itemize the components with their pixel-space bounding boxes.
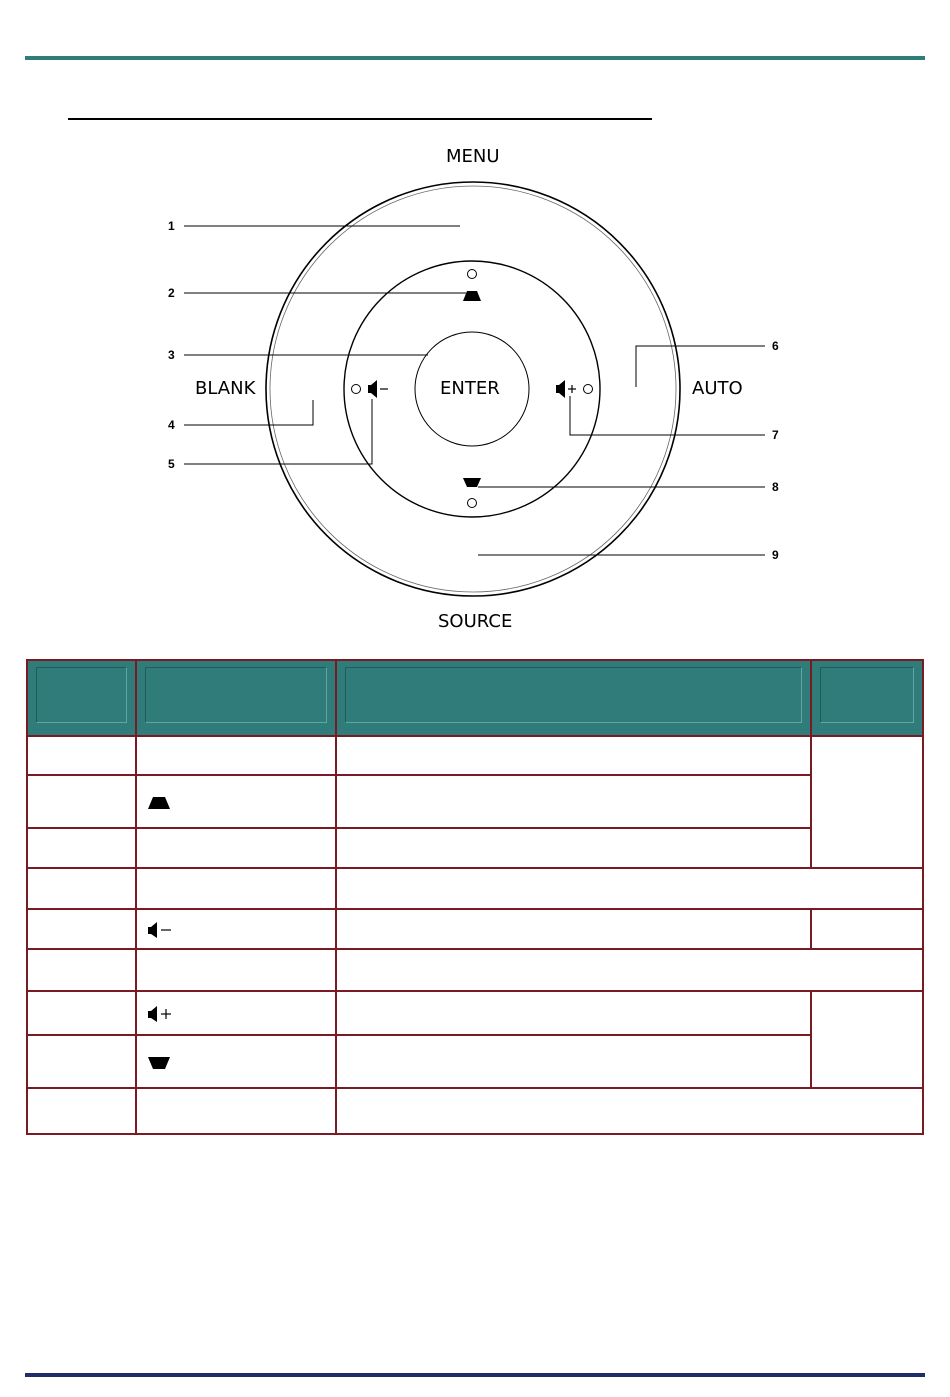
table-row <box>27 828 923 868</box>
row-4-description-cell <box>336 868 923 909</box>
row-2-number-cell <box>27 775 136 828</box>
row-6-number-cell <box>27 949 136 991</box>
led-bottom <box>468 499 477 508</box>
top-rule <box>25 56 925 60</box>
header-cell-2 <box>136 660 336 736</box>
keystone-down-icon <box>463 478 481 487</box>
table-row <box>27 1035 923 1088</box>
callout-7: 7 <box>772 428 779 442</box>
header-cell-4 <box>811 660 923 736</box>
row-7-number-cell <box>27 991 136 1035</box>
table-row <box>27 909 923 949</box>
keypad-function-table <box>26 659 924 1135</box>
row-3-key-cell <box>136 828 336 868</box>
row-5-key-cell <box>136 909 336 949</box>
row-5-number-cell <box>27 909 136 949</box>
row-1-description-cell <box>336 736 811 775</box>
keystone-up-icon <box>147 796 171 810</box>
volume-down-icon <box>147 921 173 939</box>
row-4-key-cell <box>136 868 336 909</box>
table-row <box>27 991 923 1035</box>
row-8-description-cell <box>336 1035 811 1088</box>
row-2-description-cell <box>336 775 811 828</box>
keystone-down-icon <box>147 1056 171 1070</box>
row-6-key-cell <box>136 949 336 991</box>
callout-line-5 <box>184 399 372 464</box>
callout-6: 6 <box>772 339 779 353</box>
row-2-key-cell <box>136 775 336 828</box>
table-row <box>27 1088 923 1134</box>
row-1-number-cell <box>27 736 136 775</box>
row-9-number-cell <box>27 1088 136 1134</box>
table-row <box>27 949 923 991</box>
row-7-key-cell <box>136 991 336 1035</box>
callout-3: 3 <box>168 348 175 362</box>
callout-2: 2 <box>168 286 175 300</box>
blank-label: BLANK <box>195 378 256 399</box>
volume-up-icon <box>147 1005 173 1023</box>
row-3-number-cell <box>27 828 136 868</box>
volume-down-icon <box>368 380 388 398</box>
header-cell-3 <box>336 660 811 736</box>
volume-up-icon <box>556 380 576 398</box>
callout-line-4 <box>184 400 313 425</box>
header-cell-1 <box>27 660 136 736</box>
callout-1: 1 <box>168 219 175 233</box>
row-7-description-cell <box>336 991 811 1035</box>
row-5-page-cell <box>811 909 923 949</box>
callout-9: 9 <box>772 548 779 562</box>
row-3-description-cell <box>336 828 811 868</box>
bottom-rule <box>25 1373 925 1377</box>
section-heading-underline <box>68 118 652 120</box>
callout-5: 5 <box>168 457 175 471</box>
row-4-number-cell <box>27 868 136 909</box>
callout-4: 4 <box>168 418 175 432</box>
row-8-key-cell <box>136 1035 336 1088</box>
source-label: SOURCE <box>438 611 513 632</box>
led-right <box>584 385 593 394</box>
keypad-diagram <box>0 130 950 640</box>
auto-label: AUTO <box>692 378 743 399</box>
row-6-description-cell <box>336 949 923 991</box>
row-5-description-cell <box>336 909 811 949</box>
row-9-description-cell <box>336 1088 923 1134</box>
led-left <box>352 385 361 394</box>
led-top <box>468 270 477 279</box>
rows-7-8-page-cell <box>811 991 923 1088</box>
row-1-key-cell <box>136 736 336 775</box>
table-row <box>27 868 923 909</box>
row-9-key-cell <box>136 1088 336 1134</box>
table-row <box>27 736 923 775</box>
table-row <box>27 775 923 828</box>
table-header-row <box>27 660 923 736</box>
row-8-number-cell <box>27 1035 136 1088</box>
enter-label: ENTER <box>440 378 500 399</box>
menu-label: MENU <box>446 146 500 167</box>
callout-8: 8 <box>772 480 779 494</box>
rows-1-3-page-cell <box>811 736 923 868</box>
